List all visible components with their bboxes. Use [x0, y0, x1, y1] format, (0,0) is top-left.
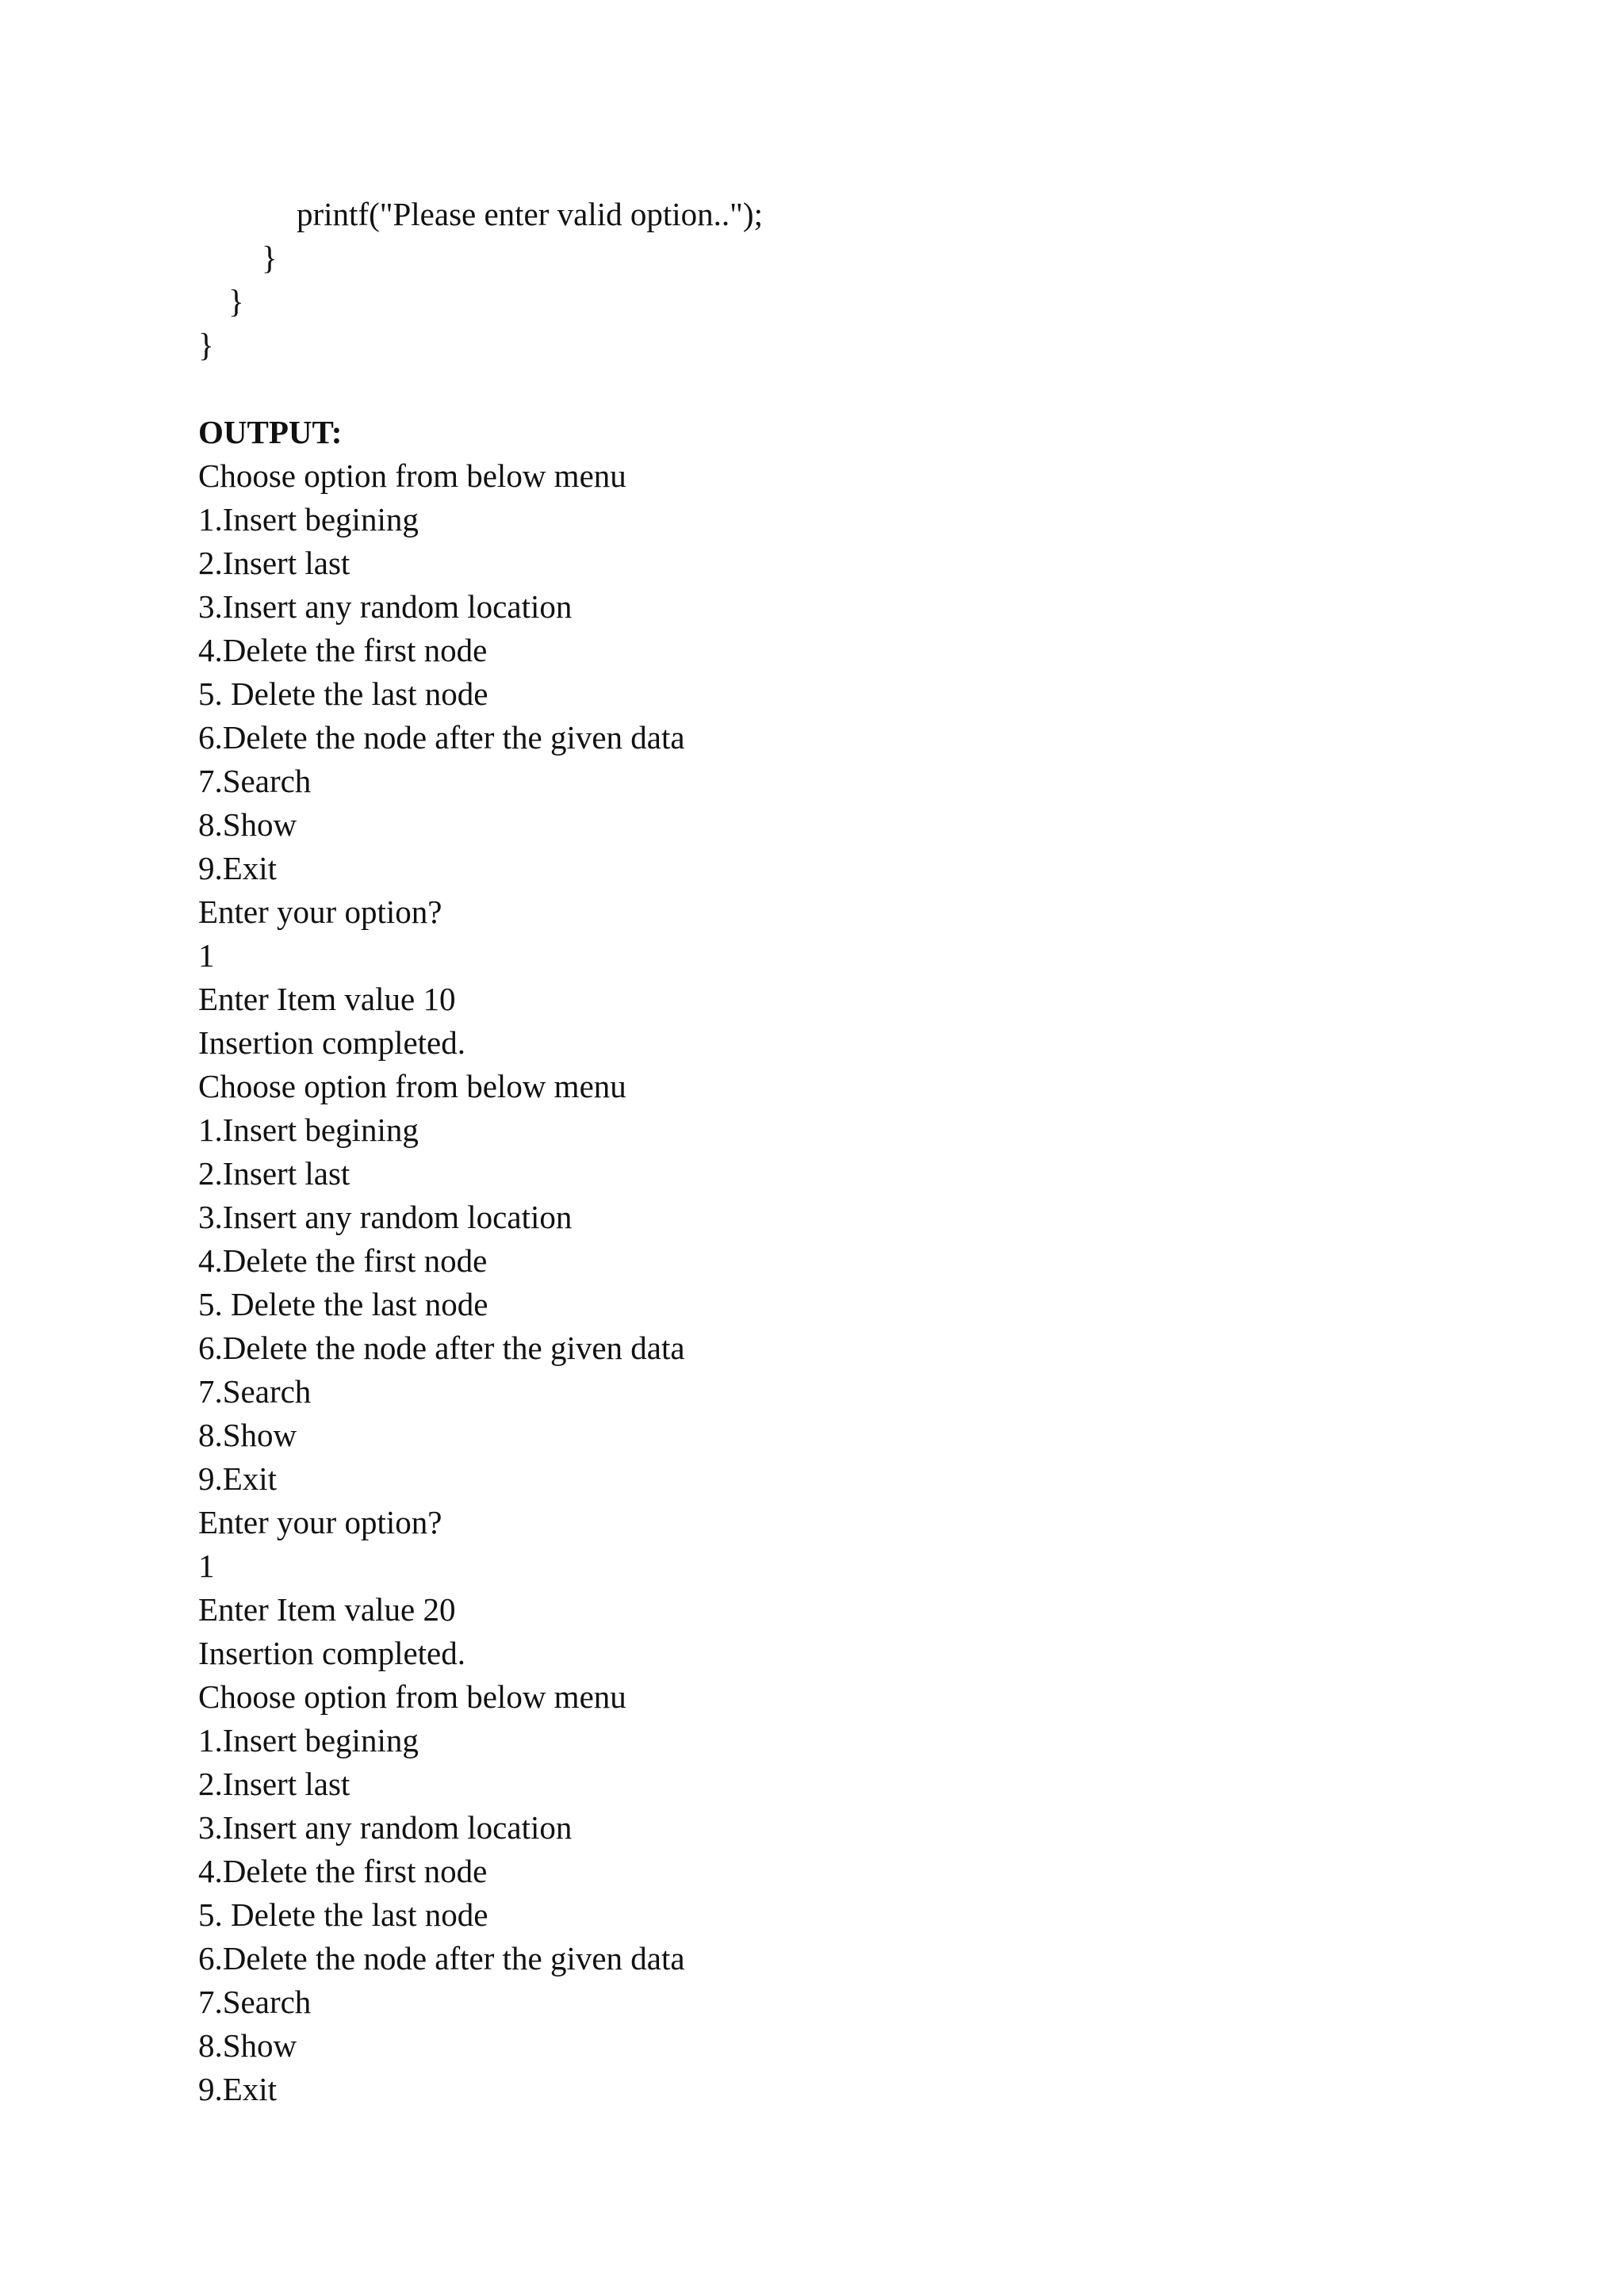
- output-line: 9.Exit: [198, 850, 278, 886]
- code-closing-brace: }: [262, 239, 278, 276]
- document-body: [198, 193, 1467, 2111]
- output-line: 7.Search: [198, 1984, 312, 2020]
- output-line: Enter your option?: [198, 894, 442, 930]
- output-line: Choose option from below menu: [198, 1068, 626, 1104]
- output-heading: OUTPUT:: [198, 414, 343, 450]
- output-line: 4.Delete the first node: [198, 1853, 488, 1889]
- output-line: 1.Insert begining: [198, 501, 419, 538]
- output-line: 6.Delete the node after the given data: [198, 1940, 685, 1976]
- output-lines: [198, 454, 1467, 2111]
- code-closing-brace: }: [228, 283, 244, 320]
- output-line: 1.Insert begining: [198, 1722, 419, 1758]
- output-line: 3.Insert any random location: [198, 1199, 573, 1235]
- output-line: Choose option from below menu: [198, 457, 626, 494]
- output-line: 7.Search: [198, 1373, 312, 1410]
- output-line: 9.Exit: [198, 1460, 278, 1497]
- output-line: 5. Delete the last node: [198, 675, 488, 712]
- output-line: 6.Delete the node after the given data: [198, 1330, 685, 1366]
- output-line: Enter your option?: [198, 1504, 442, 1540]
- output-line: 4.Delete the first node: [198, 632, 488, 668]
- output-line: 8.Show: [198, 1417, 297, 1453]
- output-line: 7.Search: [198, 763, 312, 799]
- output-line: Insertion completed.: [198, 1024, 466, 1061]
- output-line: 2.Insert last: [198, 545, 350, 581]
- output-line: Choose option from below menu: [198, 1678, 626, 1715]
- output-line: 8.Show: [198, 2027, 297, 2064]
- output-line: 2.Insert last: [198, 1155, 350, 1192]
- output-line: 3.Insert any random location: [198, 588, 573, 625]
- output-line: 5. Delete the last node: [198, 1286, 488, 1322]
- output-line: 1.Insert begining: [198, 1112, 419, 1148]
- output-line: 4.Delete the first node: [198, 1242, 488, 1279]
- code-closing-brace: }: [198, 327, 214, 363]
- output-line: 2.Insert last: [198, 1766, 350, 1802]
- output-line: 1: [198, 1548, 215, 1584]
- output-line: Insertion completed.: [198, 1635, 466, 1671]
- paragraph-gap: [198, 367, 1467, 411]
- output-line: Enter Item value 20: [198, 1591, 456, 1628]
- code-printf-line: printf("Please enter valid option..");: [297, 196, 763, 232]
- output-line: 9.Exit: [198, 2071, 278, 2107]
- output-line: 6.Delete the node after the given data: [198, 719, 685, 756]
- output-line: 3.Insert any random location: [198, 1809, 573, 1846]
- output-line: 5. Delete the last node: [198, 1896, 488, 1933]
- output-line: 8.Show: [198, 806, 297, 843]
- output-line: 1: [198, 937, 215, 974]
- output-line: Enter Item value 10: [198, 981, 456, 1017]
